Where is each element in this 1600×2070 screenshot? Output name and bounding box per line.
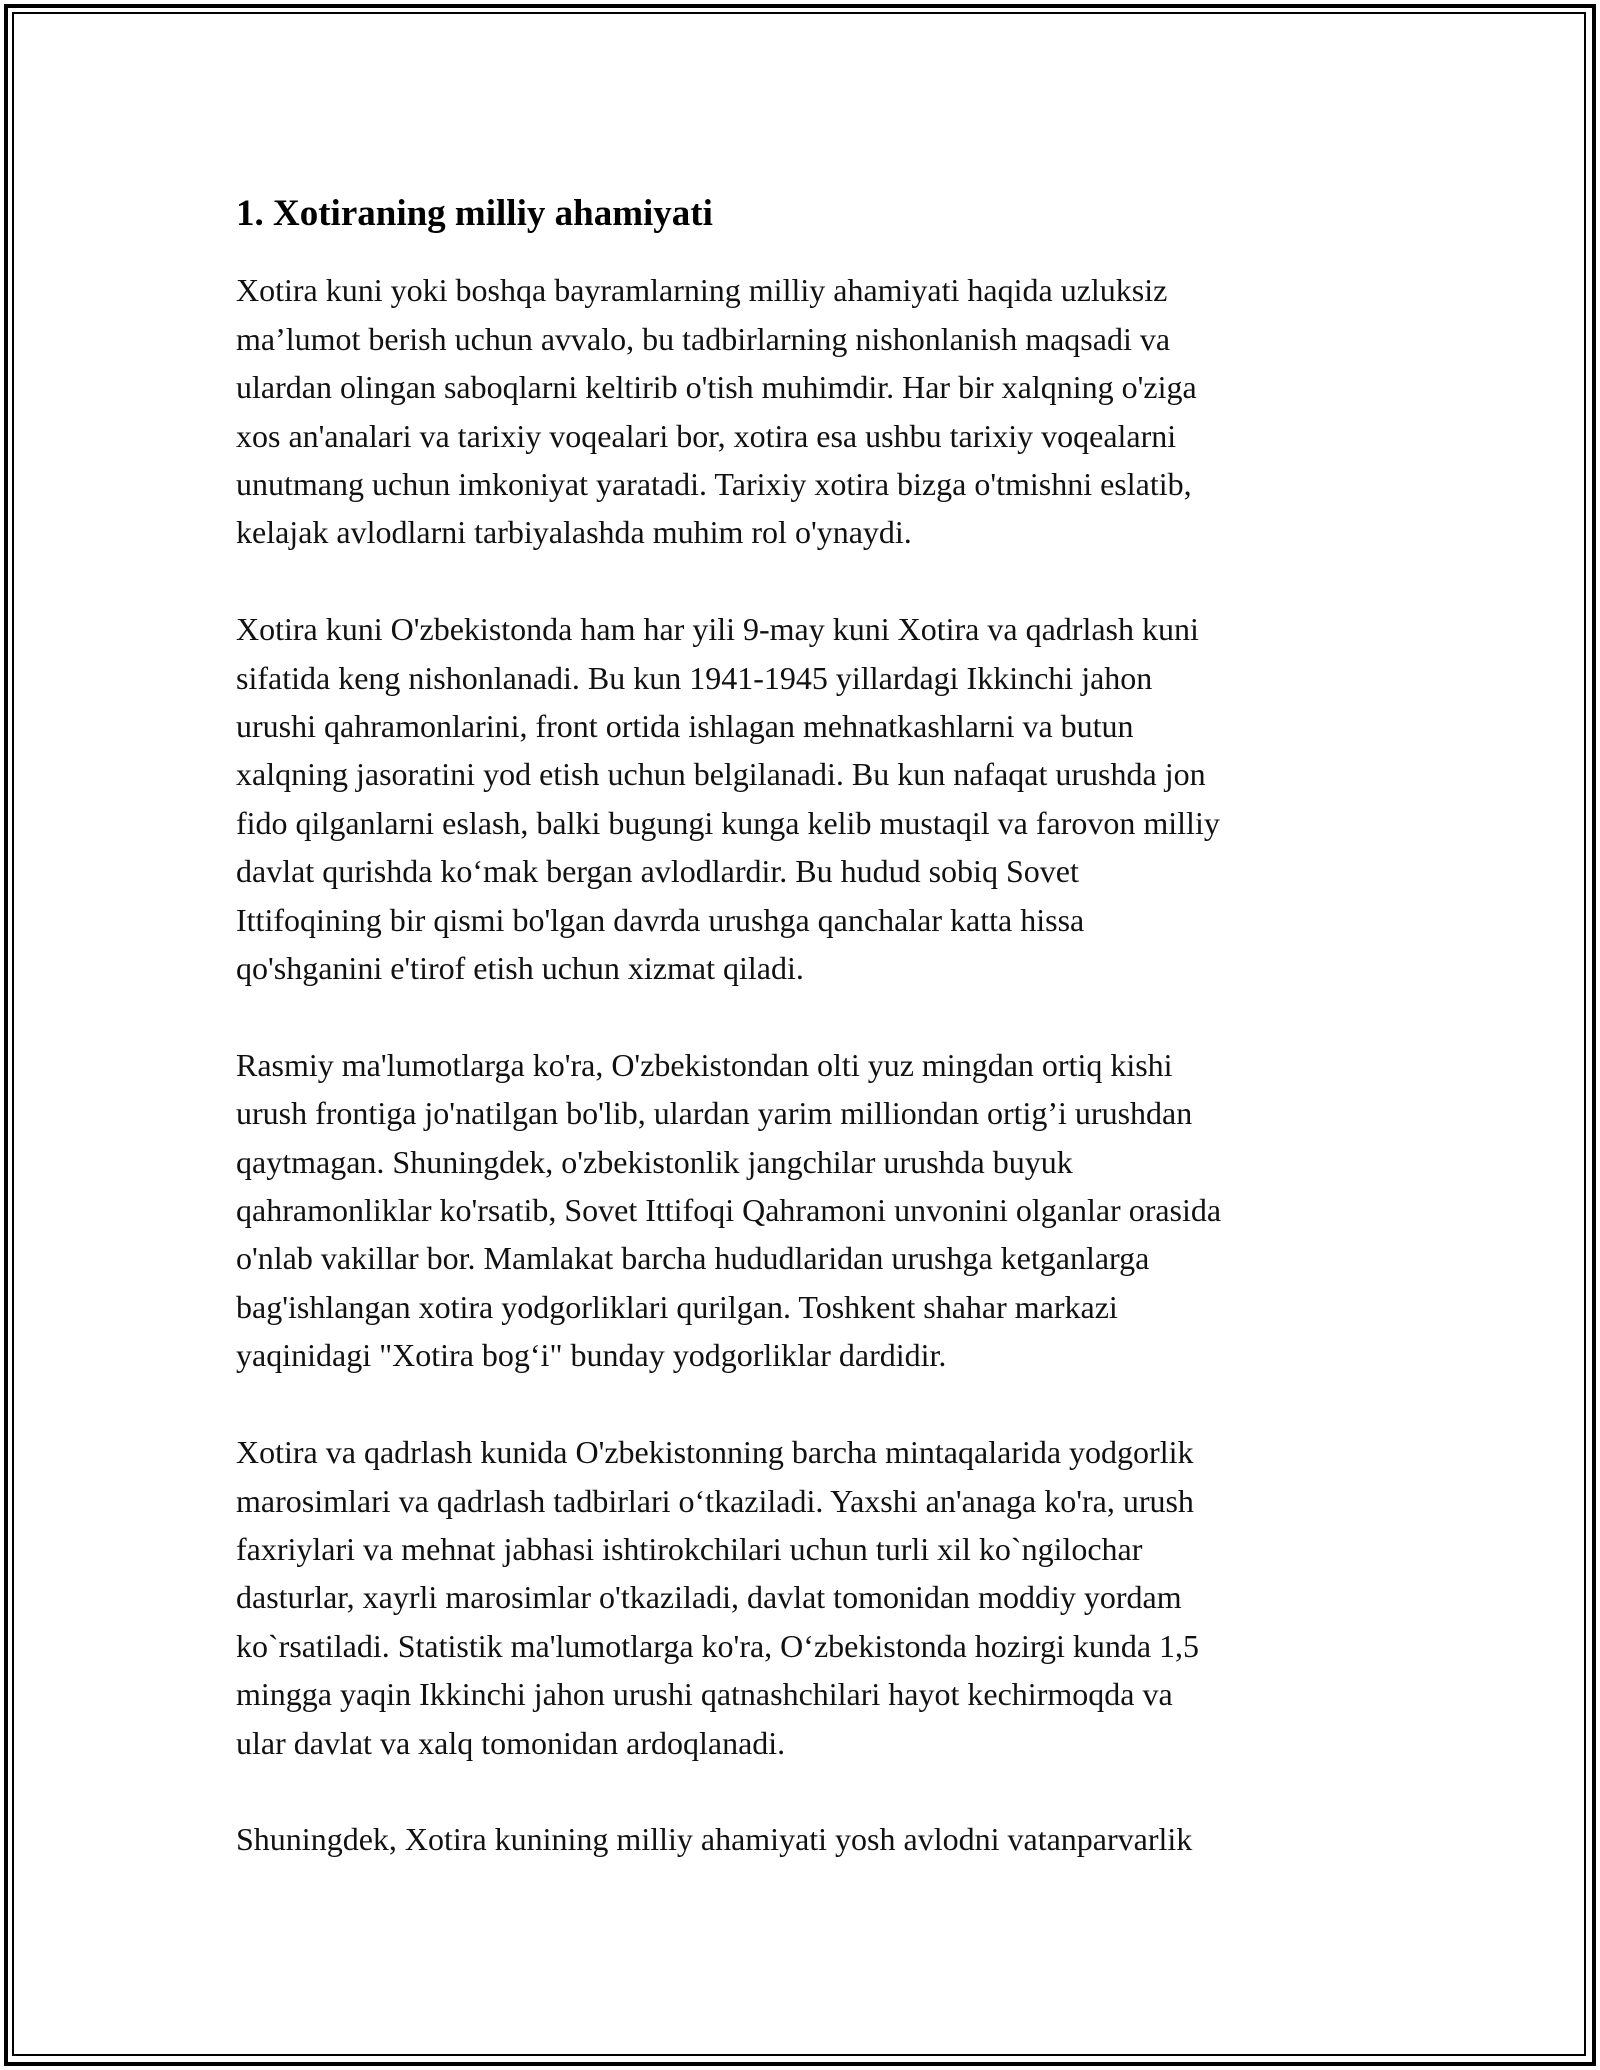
section-heading: 1. Xotiraning milliy ahamiyati [236,193,713,234]
document-body [236,180,1386,1912]
paragraph-5: Shuningdek, Xotira kunining milliy ahamiyati yosh avlodni vatanparvarlik [236,1821,1193,1858]
paragraph-3: Rasmiy ma'lumotlarga ko'ra, O'zbekistondan olti yuz mingdan ortiq kishi urush frontiga jo'natilgan bo'lib, ulardan yarim milliondan ortig’i urushdan qaytmagan. Shuningdek, o'zbekistonlik jangchilar urushda buyuk qahramonliklar ko'rsatib, Sovet Ittifoqi Qahramoni unvonini olganlar orasida o'nlab vakillar bor. Mamlakat barcha hududlaridan urushga ketganlarga bag'ishlangan xotira yodgorliklari qurilgan. Toshkent shahar markazi yaqinidagi "Xotira bog‘i" bunday yodgorliklar dardidir. [236,1046,1222,1374]
paragraph-4: Xotira va qadrlash kunida O'zbekistonning barcha mintaqalarida yodgorlik marosimlari va qadrlash tadbirlari o‘tkaziladi. Yaxshi an'anaga ko'ra, urush faxriylari va mehnat jabhasi ishtirokchilari uchun turli xil ko`ngilochar dasturlar, xayrli marosimlar o'tkaziladi, davlat tomonidan moddiy yordam ko`rsatiladi. Statistik ma'lumotlarga ko'ra, O‘zbekistonda hozirgi kunda 1,5 mingga yaqin Ikkinchi jahon urushi qatnashchilari hayot kechirmoqda va ular davlat va xalq tomonidan ardoqlanadi. [236,1434,1200,1761]
paragraph-1: Xotira kuni yoki boshqa bayramlarning milliy ahamiyati haqida uzluksiz ma’lumot berish uchun avvalo, bu tadbirlarning nishonlanish maqsadi va ulardan olingan saboqlarni keltirib o'tish muhimdir. Har bir xalqning o'ziga xos an'analari va tarixiy voqealari bor, xotira esa ushbu tarixiy voqealarni unutmang uchun imkoniyat yaratadi. Tarixiy xotira bizga o'tmishni eslatib, kelajak avlodlarni tarbiyalashda muhim rol o'ynaydi. [236,272,1197,551]
paragraph-2: Xotira kuni O'zbekistonda ham har yili 9-may kuni Xotira va qadrlash kuni sifatida keng nishonlanadi. Bu kun 1941-1945 yillardagi Ikkinchi jahon urushi qahramonlarini, front ortida ishlagan mehnatkashlarni va butun xalqning jasoratini yod etish uchun belgilanadi. Bu kun nafaqat urushda jon fido qilganlarni eslash, balki bugungi kunga kelib mustaqil va farovon milliy davlat qurishda ko‘mak bergan avlodlardir. Bu hudud sobiq Sovet Ittifoqining bir qismi bo'lgan davrda urushga qanchalar katta hissa qo'shganini e'tirof etish uchun xizmat qiladi. [236,611,1220,987]
